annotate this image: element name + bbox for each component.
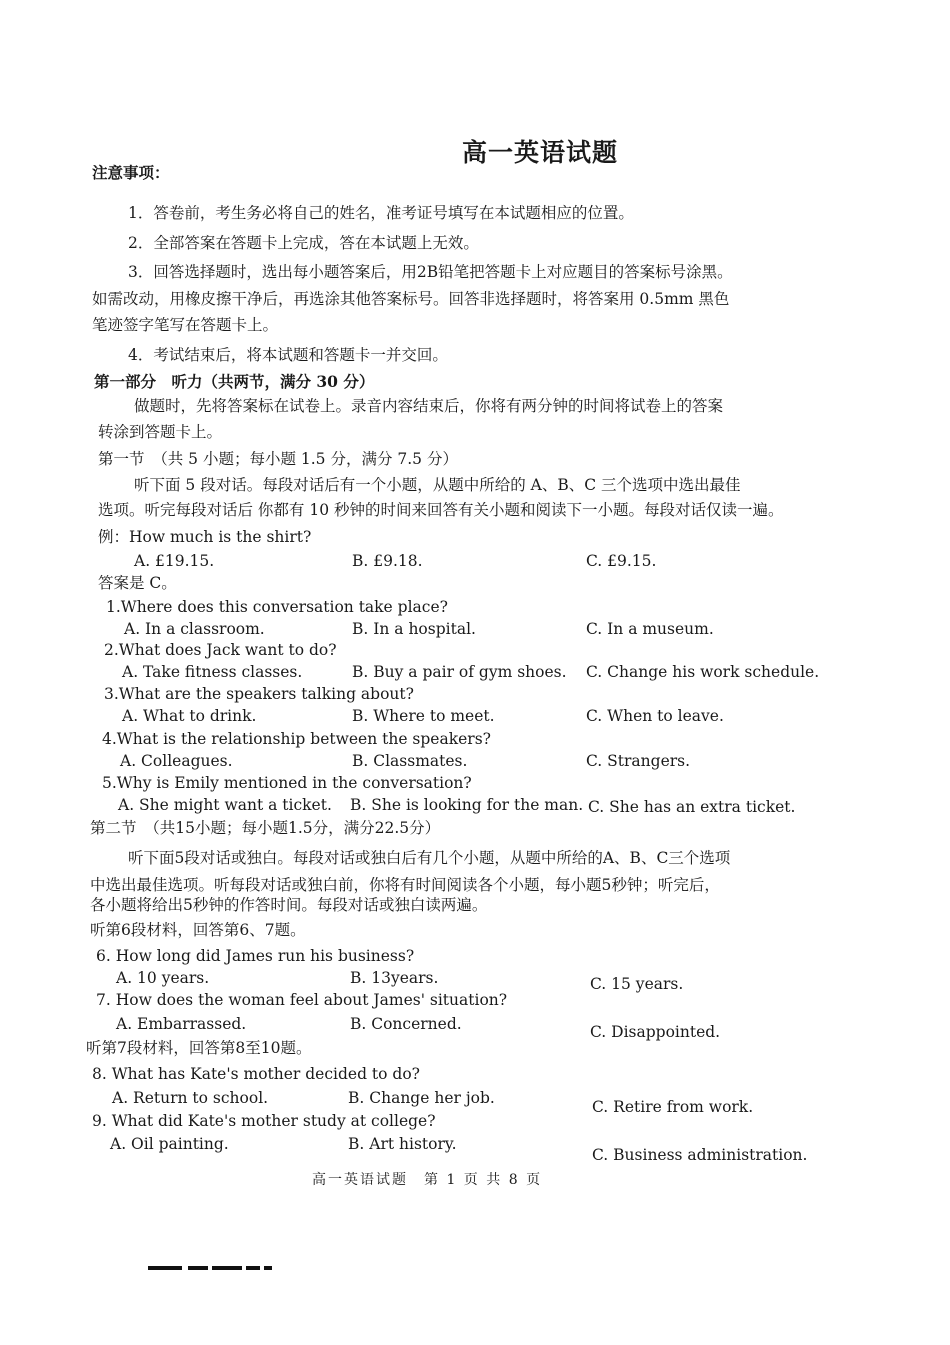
question-1: 1.Where does this conversation take place? (106, 598, 448, 616)
example-option-c: C. £9.15. (586, 552, 657, 570)
q6-option-c: C. 15 years. (590, 975, 684, 993)
material-6-heading: 听第6段材料，回答第6、7题。 (90, 921, 306, 939)
question-8: 8. What has Kate's mother decided to do? (92, 1065, 420, 1083)
section1-heading: 第一节 （共 5 小题；每小题 1.5 分，满分 7.5 分） (98, 450, 458, 468)
notice-item-4: 4．考试结束后，将本试题和答题卡一并交回。 (128, 346, 448, 364)
q3-option-a: A. What to drink. (122, 707, 257, 725)
q8-option-c: C. Retire from work. (592, 1098, 754, 1116)
section2-instr-1: 听下面5段对话或独白。每段对话或独白后有几个小题，从题中所给的A、B、C三个选项 (128, 849, 731, 867)
example-option-a: A. £19.15. (134, 552, 215, 570)
scan-mark (148, 1266, 272, 1271)
section2-instr-3: 各小题将给出5秒钟的作答时间。每段对话或独白读两遍。 (90, 896, 488, 914)
exam-title: 高一英语试题 (462, 138, 619, 167)
q8-option-a: A. Return to school. (112, 1089, 269, 1107)
question-3: 3.What are the speakers talking about? (104, 685, 414, 703)
section1-instr-2: 选项。听完每段对话后 你都有 10 秒钟的时间来回答有关小题和阅读下一小题。每段对话仅读一遍。 (98, 501, 784, 519)
question-6: 6. How long did James run his business? (96, 947, 415, 965)
q7-option-c: C. Disappointed. (590, 1023, 721, 1041)
q5-option-c: C. She has an extra ticket. (588, 798, 796, 816)
question-7: 7. How does the woman feel about James' situation? (96, 991, 508, 1009)
part1-heading: 第一部分 听力（共两节，满分 30 分） (94, 372, 375, 391)
q3-option-c: C. When to leave. (586, 707, 724, 725)
notice-item-3-cont: 如需改动，用橡皮擦干净后，再选涂其他答案标号。回答非选择题时，将答案用 0.5mm 黑色 (92, 290, 730, 308)
q7-option-a: A. Embarrassed. (116, 1015, 247, 1033)
q9-option-c: C. Business administration. (592, 1146, 808, 1164)
q1-option-c: C. In a museum. (586, 620, 714, 638)
q9-option-b: B. Art history. (348, 1135, 457, 1153)
q2-option-b: B. Buy a pair of gym shoes. (352, 663, 567, 681)
q3-option-b: B. Where to meet. (352, 707, 495, 725)
q4-option-a: A. Colleagues. (120, 752, 233, 770)
part1-instr-2: 转涂到答题卡上。 (98, 423, 223, 441)
example-option-b: B. £9.18. (352, 552, 423, 570)
q9-option-a: A. Oil painting. (110, 1135, 229, 1153)
question-5: 5.Why is Emily mentioned in the conversation? (102, 774, 472, 792)
section2-heading: 第二节 （共15小题；每小题1.5分，满分22.5分） (90, 819, 441, 837)
page-footer: 高一英语试题 第 1 页 共 8 页 (312, 1172, 543, 1188)
q8-option-b: B. Change her job. (348, 1089, 495, 1107)
q6-option-b: B. 13years. (350, 969, 439, 987)
q4-option-c: C. Strangers. (586, 752, 691, 770)
notice-heading: 注意事项： (92, 163, 170, 182)
notice-item-2: 2．全部答案在答题卡上完成，答在本试题上无效。 (128, 234, 479, 252)
notice-item-1: 1．答卷前，考生务必将自己的姓名，准考证号填写在本试题相应的位置。 (128, 204, 634, 222)
question-2: 2.What does Jack want to do? (104, 641, 337, 659)
q4-option-b: B. Classmates. (352, 752, 468, 770)
example-question: 例：How much is the shirt? (98, 528, 312, 546)
example-answer: 答案是 C。 (98, 574, 177, 592)
q2-option-c: C. Change his work schedule. (586, 663, 820, 681)
q5-option-a: A. She might want a ticket. (118, 796, 332, 814)
q6-option-a: A. 10 years. (116, 969, 210, 987)
notice-item-3-cont2: 笔迹签字笔写在答题卡上。 (92, 316, 279, 334)
notice-item-3: 3．回答选择题时，选出每小题答案后，用2B铅笔把答题卡上对应题目的答案标号涂黑。 (128, 263, 733, 281)
section1-instr-1: 听下面 5 段对话。每段对话后有一个小题，从题中所给的 A、B、C 三个选项中选出最佳 (134, 476, 741, 494)
question-4: 4.What is the relationship between the speakers? (102, 730, 491, 748)
question-9: 9. What did Kate's mother study at college? (92, 1112, 436, 1130)
q7-option-b: B. Concerned. (350, 1015, 462, 1033)
q2-option-a: A. Take fitness classes. (122, 663, 303, 681)
section2-instr-2: 中选出最佳选项。听每段对话或独白前，你将有时间阅读各个小题，每小题5秒钟；听完后， (90, 876, 720, 894)
material-7-heading: 听第7段材料，回答第8至10题。 (86, 1039, 312, 1057)
q1-option-b: B. In a hospital. (352, 620, 476, 638)
part1-instr-1: 做题时，先将答案标在试卷上。录音内容结束后，你将有两分钟的时间将试卷上的答案 (134, 397, 724, 415)
q1-option-a: A. In a classroom. (124, 620, 265, 638)
q5-option-b: B. She is looking for the man. (350, 796, 584, 814)
